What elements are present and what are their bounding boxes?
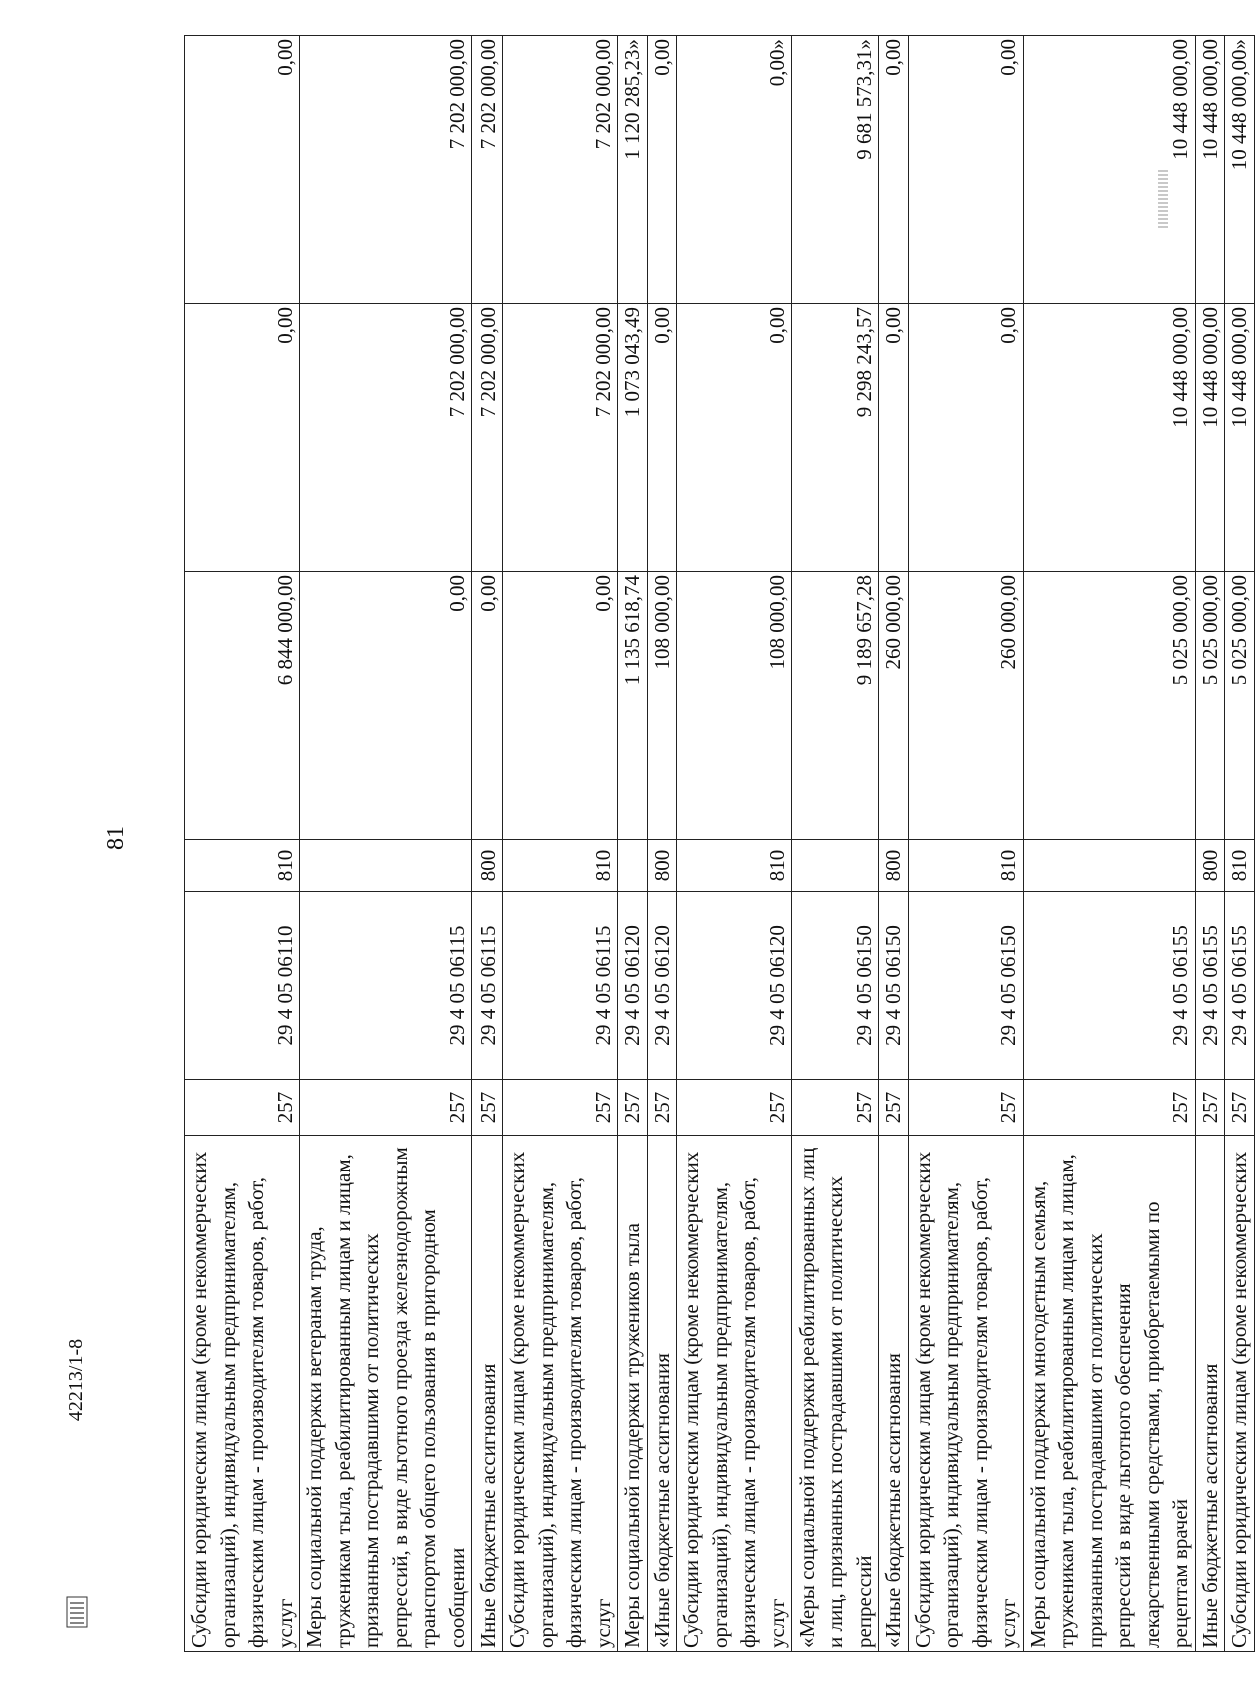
row-value-2: 0,00 <box>908 304 1023 572</box>
row-value-2: 10 448 000,00 <box>1225 304 1255 572</box>
row-ved: 257 <box>300 1080 472 1136</box>
row-value-3: 9 681 573,31» <box>792 36 879 304</box>
row-value-3: 7 202 000,00 <box>503 36 618 304</box>
row-name: Субсидии юридическим лицам (кроме некоммерческих организаций), индивидуальным предпринимателям, физическим лицам - производителям товаров, работ, услуг <box>908 1136 1023 1652</box>
row-value-1: 108 000,00 <box>647 572 677 840</box>
row-value-3: 10 448 000,00 <box>1195 36 1225 304</box>
table-row <box>300 36 472 1652</box>
row-csr: 29 4 05 06115 <box>472 892 503 1080</box>
row-ved: 257 <box>503 1080 618 1136</box>
row-value-1: 1 135 618,74 <box>618 572 648 840</box>
row-name: Субсидии юридическим лицам (кроме некоммерческих организаций), индивидуальным предпринимателям, физическим лицам - производителям товаров, работ, услуг <box>677 1136 792 1652</box>
row-csr: 29 4 05 06155 <box>1195 892 1225 1080</box>
row-csr: 29 4 05 06115 <box>300 892 472 1080</box>
row-value-1: 6 844 000,00 <box>185 572 300 840</box>
row-vr <box>618 840 648 892</box>
table-row <box>792 36 879 1652</box>
row-csr: 29 4 05 06155 <box>1225 892 1255 1080</box>
row-csr: 29 4 05 06120 <box>677 892 792 1080</box>
row-value-3: 1 120 285,23» <box>618 36 648 304</box>
row-value-1: 108 000,00 <box>677 572 792 840</box>
row-value-3: 0,00 <box>185 36 300 304</box>
row-value-1: 0,00 <box>472 572 503 840</box>
row-vr <box>1023 840 1195 892</box>
row-name: Субсидии юридическим лицам (кроме некоммерческих организаций), индивидуальным предпринимателям, физическим лицам - производителям товаров, работ, услуг <box>503 1136 618 1652</box>
row-name: Субсидии юридическим лицам (кроме некоммерческих <box>1225 1136 1255 1652</box>
row-value-2: 0,00 <box>647 304 677 572</box>
row-name: Меры социальной поддержки ветеранам труда, труженикам тыла, реабилитированным лицам и лицам, признанным пострадавшими от политических репрессий, в виде льготного проезда железнодорожным транспортом общего пользования в пригородном сообщении <box>300 1136 472 1652</box>
row-vr: 810 <box>908 840 1023 892</box>
row-vr: 810 <box>677 840 792 892</box>
row-name: Иные бюджетные ассигнования <box>1195 1136 1225 1652</box>
row-csr: 29 4 05 06115 <box>503 892 618 1080</box>
row-name: Меры социальной поддержки многодетным семьям, труженикам тыла, реабилитированным лицам и лицам, признанным пострадавшими от политических репрессий в виде льготного обеспечения лекарственными средствами, приобретаемыми по рецептам врачей <box>1023 1136 1195 1652</box>
row-value-1: 0,00 <box>300 572 472 840</box>
row-ved: 257 <box>618 1080 648 1136</box>
table-row <box>1195 36 1225 1652</box>
row-ved: 257 <box>677 1080 792 1136</box>
table-row <box>677 36 792 1652</box>
row-value-3: 10 448 000,00 <box>1023 36 1195 304</box>
budget-table <box>184 35 1255 1652</box>
row-value-1: 0,00 <box>503 572 618 840</box>
row-csr: 29 4 05 06150 <box>879 892 909 1080</box>
row-value-3: 0,00» <box>677 36 792 304</box>
budget-table-box <box>184 36 1251 1652</box>
row-value-3: 0,00 <box>879 36 909 304</box>
row-vr <box>792 840 879 892</box>
row-ved: 257 <box>792 1080 879 1136</box>
row-vr <box>300 840 472 892</box>
row-name: Иные бюджетные ассигнования <box>472 1136 503 1652</box>
row-value-2: 0,00 <box>677 304 792 572</box>
row-name: «Иные бюджетные ассигнования <box>879 1136 909 1652</box>
row-vr: 800 <box>647 840 677 892</box>
row-value-3: 0,00 <box>908 36 1023 304</box>
row-value-2: 7 202 000,00 <box>503 304 618 572</box>
row-vr: 810 <box>503 840 618 892</box>
row-value-1: 260 000,00 <box>879 572 909 840</box>
row-value-2: 0,00 <box>879 304 909 572</box>
table-row <box>618 36 648 1652</box>
row-ved: 257 <box>1225 1080 1255 1136</box>
row-value-2: 7 202 000,00 <box>300 304 472 572</box>
row-value-1: 5 025 000,00 <box>1023 572 1195 840</box>
row-vr: 800 <box>1195 840 1225 892</box>
table-row <box>472 36 503 1652</box>
row-value-3: 0,00 <box>647 36 677 304</box>
row-value-2: 10 448 000,00 <box>1195 304 1225 572</box>
row-ved: 257 <box>1023 1080 1195 1136</box>
row-csr: 29 4 05 06120 <box>618 892 648 1080</box>
table-row <box>879 36 909 1652</box>
row-vr: 800 <box>472 840 503 892</box>
row-value-1: 5 025 000,00 <box>1225 572 1255 840</box>
row-value-1: 260 000,00 <box>908 572 1023 840</box>
row-ved: 257 <box>1195 1080 1225 1136</box>
table-row <box>1225 36 1255 1652</box>
row-csr: 29 4 05 06120 <box>647 892 677 1080</box>
row-name: «Иные бюджетные ассигнования <box>647 1136 677 1652</box>
printer-logo-icon <box>64 1595 90 1629</box>
row-csr: 29 4 05 06155 <box>1023 892 1195 1080</box>
row-name: «Меры социальной поддержки реабилитированных лиц и лиц, признанных пострадавшими от политических репрессий <box>792 1136 879 1652</box>
row-name: Меры социальной поддержки тружеников тыла <box>618 1136 648 1652</box>
table-row <box>1023 36 1195 1652</box>
row-value-2: 1 073 043,49 <box>618 304 648 572</box>
row-value-3: 7 202 000,00 <box>300 36 472 304</box>
row-value-2: 10 448 000,00 <box>1023 304 1195 572</box>
row-value-2: 0,00 <box>185 304 300 572</box>
row-vr: 810 <box>185 840 300 892</box>
row-ved: 257 <box>879 1080 909 1136</box>
table-body <box>185 36 1255 1652</box>
row-vr: 800 <box>879 840 909 892</box>
row-ved: 257 <box>647 1080 677 1136</box>
row-ved: 257 <box>472 1080 503 1136</box>
row-ved: 257 <box>908 1080 1023 1136</box>
row-ved: 257 <box>185 1080 300 1136</box>
document-code: 42213/1-8 <box>65 1338 87 1422</box>
row-value-2: 7 202 000,00 <box>472 304 503 572</box>
table-row <box>503 36 618 1652</box>
table-row <box>647 36 677 1652</box>
row-csr: 29 4 05 06110 <box>185 892 300 1080</box>
row-csr: 29 4 05 06150 <box>908 892 1023 1080</box>
row-value-3: 7 202 000,00 <box>472 36 503 304</box>
row-value-1: 5 025 000,00 <box>1195 572 1225 840</box>
table-row <box>908 36 1023 1652</box>
row-value-2: 9 298 243,57 <box>792 304 879 572</box>
row-value-1: 9 189 657,28 <box>792 572 879 840</box>
row-value-3: 10 448 000,00» <box>1225 36 1255 304</box>
page-number: 81 <box>103 826 129 850</box>
row-name: Субсидии юридическим лицам (кроме некоммерческих организаций), индивидуальным предпринимателям, физическим лицам - производителям товаров, работ, услуг <box>185 1136 300 1652</box>
table-row <box>185 36 300 1652</box>
row-csr: 29 4 05 06150 <box>792 892 879 1080</box>
row-vr: 810 <box>1225 840 1255 892</box>
